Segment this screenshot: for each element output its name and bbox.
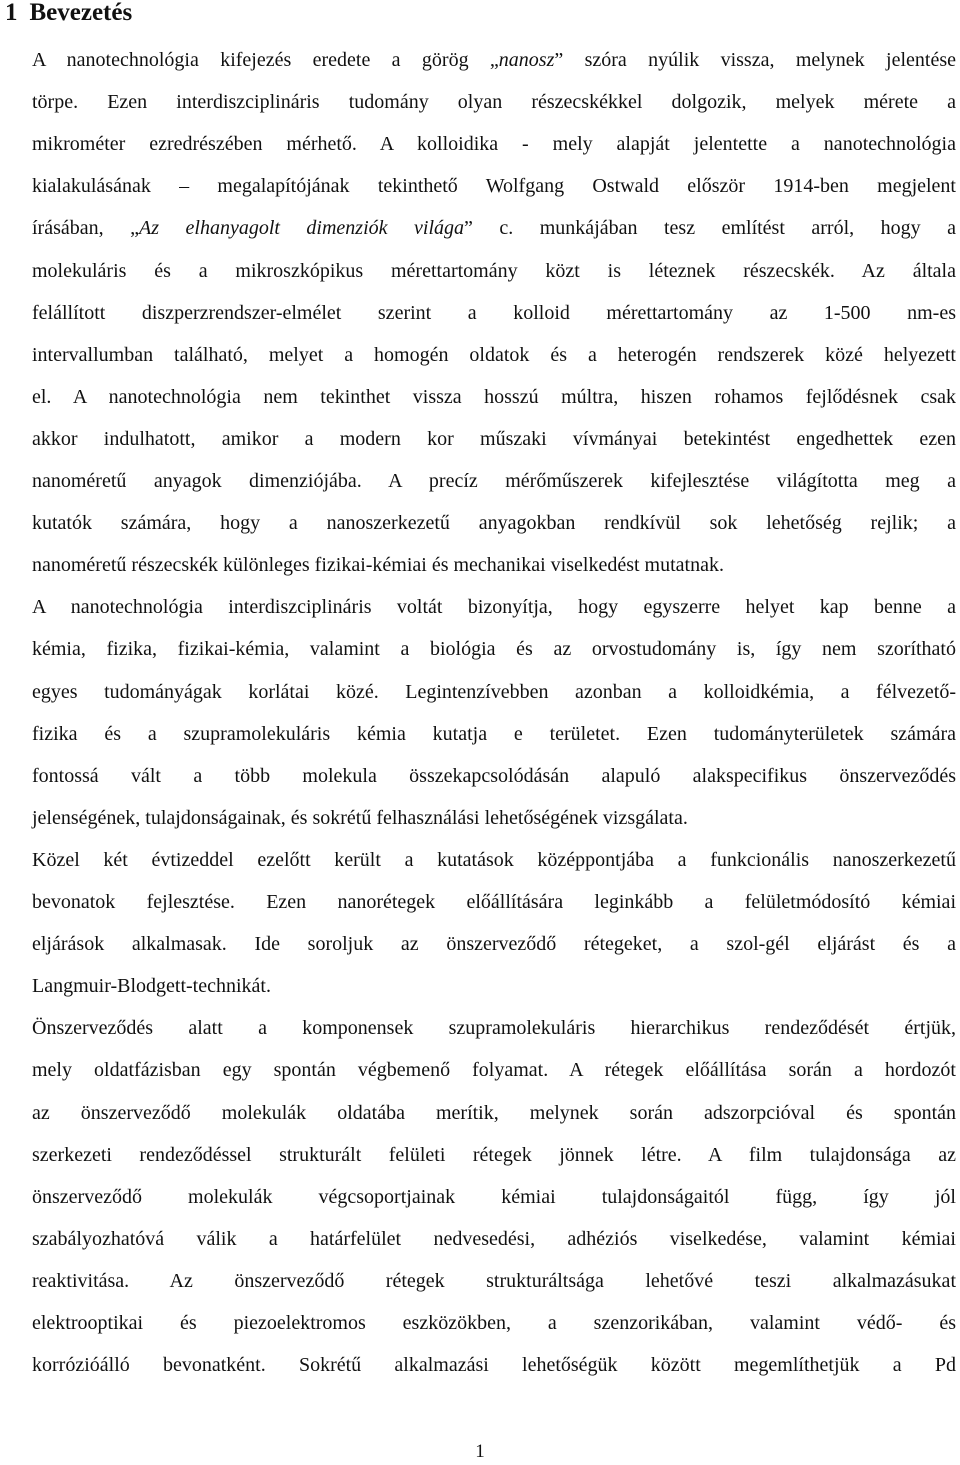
text-line — [32, 1014, 956, 1042]
text-line — [32, 1351, 956, 1379]
text-line — [32, 1099, 956, 1127]
text-line — [32, 46, 956, 74]
text-line — [32, 635, 956, 663]
text-run: írásában, „ — [32, 217, 140, 240]
text-run: szerkezeti rendeződéssel strukturált felületi rétegek jönnek létre. A film tulajdonsága az — [32, 1143, 956, 1166]
text-line — [32, 888, 956, 916]
text-line — [32, 425, 956, 453]
text-line — [32, 720, 956, 748]
text-run: reaktivitása. Az önszerveződő rétegek strukturáltsága lehetővé teszi alkalmazásukat — [32, 1269, 956, 1292]
text-line — [32, 1141, 956, 1169]
text-run: kialakulásának – megalapítójának tekinthető Wolfgang Ostwald először 1914-ben megjelent — [32, 175, 956, 198]
text-run: Langmuir-Blodgett-technikát. — [32, 975, 271, 998]
text-run: bevonatok fejlesztése. Ezen nanorétegek előállítására leginkább a felületmódosító kémiai — [32, 891, 956, 913]
text-run: akkor indulhatott, amikor a modern kor műszaki vívmányai betekintést engedhettek ezen — [32, 427, 956, 450]
text-line — [32, 214, 956, 242]
text-line — [32, 257, 956, 285]
text-run: nanoméretű részecskék különleges fizikai-kémiai és mechanikai viselkedést mutatnak. — [32, 554, 724, 577]
text-run: jelenségének, tulajdonságainak, és sokrétű felhasználási lehetőségének vizsgálata. — [32, 806, 688, 829]
section-heading — [5, 0, 132, 29]
text-run: kémia, fizika, fizikai-kémia, valamint a biológia és az orvostudomány is, így nem szorítható — [32, 638, 956, 661]
text-line — [32, 1183, 956, 1211]
text-run: ” szóra nyúlik vissza, melynek jelentése — [554, 49, 956, 71]
text-run: egyes tudományágak korlátai közé. Legintenzívebben azonban a kolloidkémia, a félvezető- — [32, 680, 956, 703]
text-run: az önszerveződő molekulák oldatába merítik, melynek során adszorpcióval és spontán — [32, 1101, 956, 1124]
text-line — [32, 551, 956, 579]
text-line — [32, 762, 956, 790]
section-title: Bevezetés — [29, 0, 133, 26]
text-line — [32, 1267, 956, 1295]
text-line — [32, 467, 956, 495]
text-line — [32, 593, 956, 621]
text-line — [32, 930, 956, 958]
text-line — [32, 972, 956, 1000]
text-line — [32, 299, 956, 327]
text-run: kutatók számára, hogy a nanoszerkezetű anyagokban rendkívül sok lehetőség rejlik; a — [32, 512, 956, 535]
text-run: molekuláris és a mikroszkópikus mérettartomány közt is léteznek részecskék. Az általa — [32, 259, 956, 282]
text-line — [32, 1225, 956, 1253]
text-run: eljárások alkalmasak. Ide soroljuk az önszerveződő rétegeket, a szol-gél eljárást és a — [32, 933, 956, 956]
text-line — [32, 383, 956, 411]
text-line — [32, 846, 956, 874]
page-number: 1 — [475, 1441, 485, 1462]
text-run: elektrooptikai és piezoelektromos eszközökben, a szenzorikában, valamint védő- és — [32, 1312, 956, 1334]
text-line — [32, 88, 956, 116]
text-line — [32, 509, 956, 537]
text-run: intervallumban található, melyet a homogén oldatok és a heterogén rendszerek közé helyezett — [32, 343, 956, 366]
text-run: Közel két évtizeddel ezelőtt került a kutatások középpontjába a funkcionális nanoszerkezetű — [32, 848, 956, 871]
text-line — [32, 172, 956, 200]
section-number: 1 — [5, 0, 18, 26]
italic-title: nanosz — [498, 49, 555, 71]
text-run: nanoméretű anyagok dimenziójába. A precíz mérőműszerek kifejlesztése világította meg a — [32, 470, 956, 492]
text-run: önszerveződő molekulák végcsoportjainak kémiai tulajdonságaitól függ, így jól — [32, 1185, 956, 1208]
text-line — [32, 678, 956, 706]
italic-title: Az elhanyagolt dimenziók világa — [139, 217, 465, 240]
text-run: mely oldatfázisban egy spontán végbemenő folyamat. A rétegek előállítása során a hordozót — [32, 1059, 956, 1082]
text-run: Önszerveződés alatt a komponensek szupramolekuláris hierarchikus rendeződését értjük, — [32, 1017, 956, 1040]
text-run: A nanotechnológia interdiszciplináris voltát bizonyítja, hogy egyszerre helyet kap benne a — [32, 596, 956, 619]
text-line — [32, 804, 956, 832]
text-line — [32, 130, 956, 158]
text-run: A nanotechnológia kifejezés eredete a görög „ — [32, 49, 499, 71]
text-line — [32, 1309, 956, 1337]
text-run: törpe. Ezen interdiszciplináris tudomány olyan részecskékkel dolgozik, melyek mérete a — [32, 91, 956, 114]
text-line — [32, 341, 956, 369]
text-run: felállított diszperzrendszer-elmélet szerint a kolloid mérettartomány az 1-500 nm-es — [32, 301, 956, 324]
text-run: szabályozhatóvá válik a határfelület nedvesedési, adhéziós viselkedése, valamint kémiai — [32, 1227, 956, 1250]
text-run: fizika és a szupramolekuláris kémia kutatja e területet. Ezen tudományterületek számára — [32, 722, 956, 745]
text-run: mikrométer ezredrészében mérhető. A kolloidika - mely alapját jelentette a nanotechnológia — [32, 133, 956, 156]
text-line — [32, 1056, 956, 1084]
text-run: korrózióálló bevonatként. Sokrétű alkalmazási lehetőségük között megemlíthetjük a Pd — [32, 1354, 956, 1377]
text-run: ” c. munkájában tesz említést arról, hogy a — [464, 217, 957, 240]
text-run: fontossá vált a több molekula összekapcsolódásán alapuló alakspecifikus önszerveződés — [32, 764, 956, 787]
text-run: el. A nanotechnológia nem tekinthet vissza hosszú múltra, hiszen rohamos fejlődésnek csak — [32, 385, 956, 408]
